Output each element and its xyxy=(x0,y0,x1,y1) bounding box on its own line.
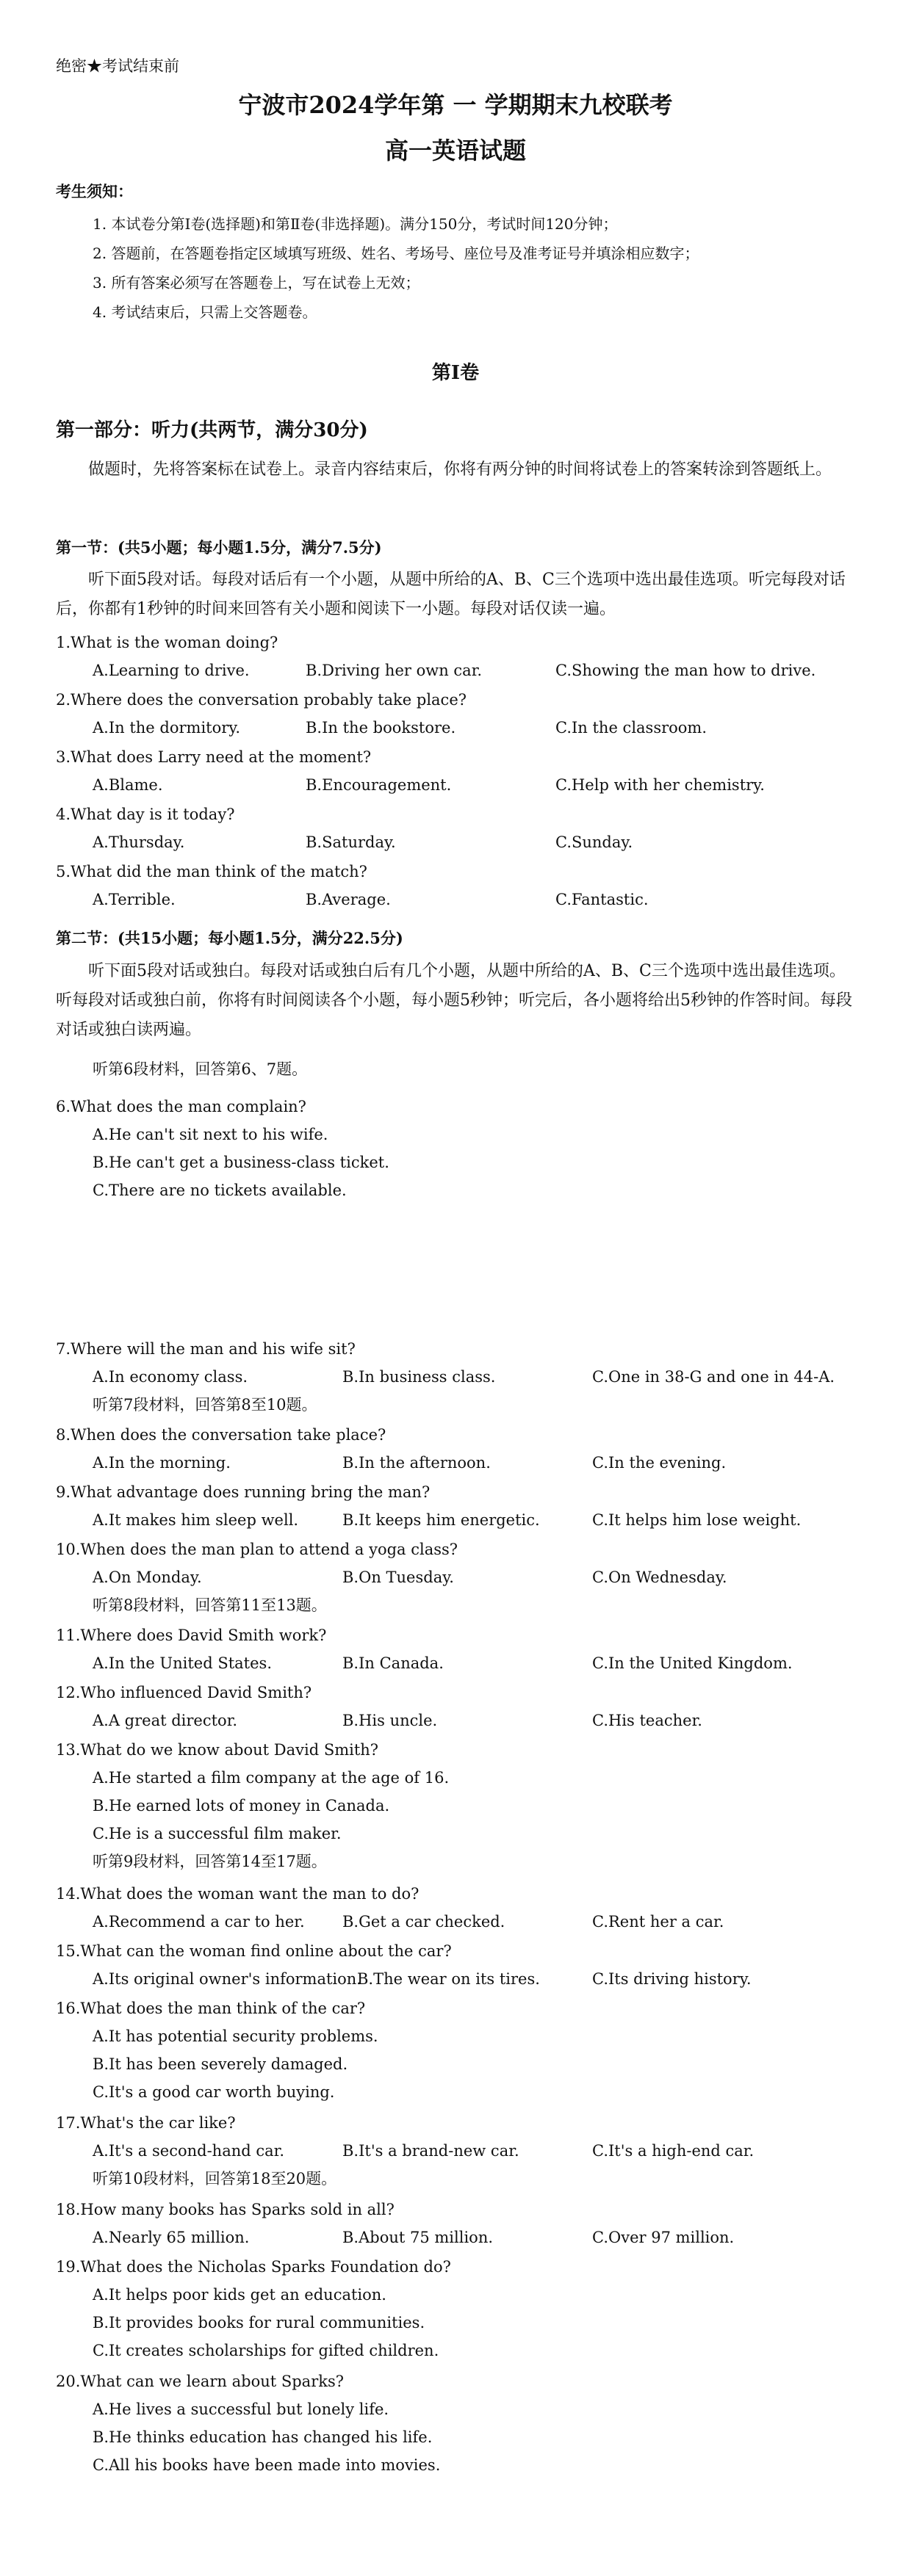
option-a: A.It's a second-hand car. xyxy=(93,2142,285,2160)
option-a: A.Blame. xyxy=(93,776,163,794)
option-b: B.His uncle. xyxy=(342,1712,438,1729)
option-a: A.On Monday. xyxy=(93,1569,202,1586)
question-stem: 17.What's the car like? xyxy=(56,2114,236,2132)
option-b: B.Average. xyxy=(306,891,391,908)
option-b: B.In business class. xyxy=(342,1368,496,1386)
option-c: C.On Wednesday. xyxy=(592,1569,727,1586)
option-a: A.He lives a successful but lonely life. xyxy=(93,2400,389,2418)
exam-title: 宁波市2024学年第 一 学期期末九校联考 xyxy=(238,91,673,119)
question-16 xyxy=(56,1994,864,2106)
option-a: A.He can't sit next to his wife. xyxy=(93,1126,328,1143)
question-stem: 9.What advantage does running bring the man? xyxy=(56,1483,431,1501)
option-b: B.He thinks education has changed his life. xyxy=(93,2428,433,2446)
material-cue: 听第8段材料，回答第11至13题。 xyxy=(93,1596,327,1614)
question-17 xyxy=(56,2109,864,2193)
option-a: A.In the dormitory. xyxy=(93,719,241,737)
material-cue: 听第9段材料，回答第14至17题。 xyxy=(93,1853,327,1870)
question-18 xyxy=(56,2196,864,2251)
option-b: B.Encouragement. xyxy=(306,776,452,794)
notice-item: 4. 考试结束后，只需上交答题卷。 xyxy=(93,303,317,321)
question-stem: 5.What did the man think of the match? xyxy=(56,863,367,880)
question-stem: 1.What is the woman doing? xyxy=(56,634,278,651)
material-cue: 听第7段材料，回答第8至10题。 xyxy=(93,1396,317,1414)
question-13 xyxy=(56,1736,864,1875)
notice-item: 3. 所有答案必须写在答题卷上，写在试卷上无效； xyxy=(93,274,420,292)
option-a: A.Its original owner's information. xyxy=(93,1970,361,1988)
option-a: A.Nearly 65 million. xyxy=(93,2229,250,2246)
option-c: C.It creates scholarships for gifted children. xyxy=(93,2342,439,2359)
option-c: C.All his books have been made into movies. xyxy=(93,2456,441,2474)
option-a: A.It has potential security problems. xyxy=(93,2027,378,2045)
notice-list xyxy=(93,209,699,327)
question-14 xyxy=(56,1880,864,1936)
question-stem: 3.What does Larry need at the moment? xyxy=(56,748,372,766)
option-c: C.It helps him lose weight. xyxy=(592,1511,802,1529)
question-stem: 8.When does the conversation take place? xyxy=(56,1426,386,1444)
section2-heading: 第二节：(共15小题；每小题1.5分，满分22.5分) xyxy=(56,929,403,947)
question-stem: 18.How many books has Sparks sold in all? xyxy=(56,2201,395,2218)
question-1 xyxy=(56,629,864,684)
question-10 xyxy=(56,1535,864,1619)
option-c: C.Sunday. xyxy=(555,833,633,851)
option-c: C.One in 38-G and one in 44-A. xyxy=(592,1368,835,1386)
question-19 xyxy=(56,2253,864,2365)
notice-heading: 考生须知： xyxy=(56,182,133,200)
question-15 xyxy=(56,1937,864,1993)
exam-subtitle: 高一英语试题 xyxy=(384,137,526,164)
option-b: B.On Tuesday. xyxy=(342,1569,454,1586)
option-b: B.The wear on its tires. xyxy=(357,1970,540,1988)
option-b: B.Saturday. xyxy=(306,833,396,851)
question-stem: 14.What does the woman want the man to do? xyxy=(56,1885,420,1903)
question-4 xyxy=(56,800,864,856)
question-stem: 12.Who influenced David Smith? xyxy=(56,1684,312,1701)
option-b: B.In the afternoon. xyxy=(342,1454,491,1472)
question-stem: 4.What day is it today? xyxy=(56,806,235,823)
question-stem: 11.Where does David Smith work? xyxy=(56,1627,327,1644)
part1-description: 做题时，先将答案标在试卷上。录音内容结束后，你将有两分钟的时间将试卷上的答案转涂到答题纸上。 xyxy=(88,460,832,479)
secret-label: 绝密★考试结束前 xyxy=(56,57,179,75)
option-c: C.Help with her chemistry. xyxy=(555,776,765,794)
question-11 xyxy=(56,1621,864,1677)
option-c: C.Showing the man how to drive. xyxy=(555,662,816,679)
question-stem: 15.What can the woman find online about the car? xyxy=(56,1942,452,1960)
question-8 xyxy=(56,1421,864,1477)
option-a: A.Terrible. xyxy=(93,891,176,908)
option-b: B.Driving her own car. xyxy=(306,662,483,679)
option-c: C.Fantastic. xyxy=(555,891,649,908)
option-a: A.In economy class. xyxy=(93,1368,248,1386)
question-5 xyxy=(56,858,864,913)
option-b: B.He earned lots of money in Canada. xyxy=(93,1797,390,1815)
question-20 xyxy=(56,2367,864,2479)
option-c: C.Over 97 million. xyxy=(592,2229,735,2246)
section2-description: 听下面5段对话或独白。每段对话或独白后有几个小题，从题中所给的A、B、C三个选项中选出最佳选项。听每段对话或独白前，你将有时间阅读各个小题，每小题5秒钟；听完后，各小题将给出5秒钟的作答时间。每段对话或独白读两遍。 xyxy=(56,962,852,1039)
option-a: A.Thursday. xyxy=(93,833,185,851)
option-b: B.He can't get a business-class ticket. xyxy=(93,1154,389,1171)
option-a: A.In the United States. xyxy=(93,1654,272,1672)
material-cue: 听第10段材料，回答第18至20题。 xyxy=(93,2170,337,2188)
option-c: C.It's a good car worth buying. xyxy=(93,2083,335,2101)
option-c: C.It's a high-end car. xyxy=(592,2142,755,2160)
option-c: C.Its driving history. xyxy=(592,1970,752,1988)
option-a: A.He started a film company at the age of 16. xyxy=(93,1769,450,1787)
option-c: C.His teacher. xyxy=(592,1712,702,1729)
option-c: C.In the classroom. xyxy=(555,719,707,737)
option-a: A.In the morning. xyxy=(93,1454,231,1472)
question-3 xyxy=(56,743,864,799)
option-c: C.In the evening. xyxy=(592,1454,727,1472)
part1-heading: 第一部分：听力(共两节，满分30分) xyxy=(56,419,368,441)
option-a: A.It helps poor kids get an education. xyxy=(93,2286,386,2304)
volume-heading: 第Ⅰ卷 xyxy=(431,362,480,384)
option-b: B.It keeps him energetic. xyxy=(342,1511,540,1529)
option-c: C.Rent her a car. xyxy=(592,1913,724,1931)
option-a: A.A great director. xyxy=(93,1712,238,1729)
question-stem: 2.Where does the conversation probably take place? xyxy=(56,691,467,709)
material-cue: 听第6段材料，回答第6、7题。 xyxy=(93,1060,308,1078)
option-a: A.Recommend a car to her. xyxy=(93,1913,305,1931)
question-2 xyxy=(56,686,864,742)
question-stem: 7.Where will the man and his wife sit? xyxy=(56,1340,356,1358)
question-stem: 16.What does the man think of the car? xyxy=(56,2000,366,2017)
option-b: B.It's a brand-new car. xyxy=(342,2142,519,2160)
option-b: B.It has been severely damaged. xyxy=(93,2055,348,2073)
question-9 xyxy=(56,1478,864,1534)
option-c: C.In the United Kingdom. xyxy=(592,1654,793,1672)
question-stem: 19.What does the Nicholas Sparks Foundation do? xyxy=(56,2258,451,2276)
option-b: B.In the bookstore. xyxy=(306,719,456,737)
option-a: A.Learning to drive. xyxy=(93,662,250,679)
section1-description: 听下面5段对话。每段对话后有一个小题，从题中所给的A、B、C三个选项中选出最佳选项。听完每段对话后，你都有1秒钟的时间来回答有关小题和阅读下一小题。每段对话仅读一遍。 xyxy=(56,571,846,618)
question-7 xyxy=(56,1335,864,1419)
question-stem: 20.What can we learn about Sparks? xyxy=(56,2373,344,2390)
notice-item: 2. 答题前，在答题卷指定区域填写班级、姓名、考场号、座位号及准考证号并填涂相应数字； xyxy=(93,245,699,262)
question-stem: 6.What does the man complain? xyxy=(56,1098,306,1115)
question-stem: 13.What do we know about David Smith? xyxy=(56,1741,379,1759)
option-b: B.In Canada. xyxy=(342,1654,444,1672)
option-c: C.He is a successful film maker. xyxy=(93,1825,342,1842)
question-stem: 10.When does the man plan to attend a yoga class? xyxy=(56,1541,458,1558)
question-12 xyxy=(56,1679,864,1734)
question-6 xyxy=(56,1093,864,1204)
option-b: B.It provides books for rural communities. xyxy=(93,2314,425,2331)
option-c: C.There are no tickets available. xyxy=(93,1182,347,1199)
notice-item: 1. 本试卷分第Ⅰ卷(选择题)和第Ⅱ卷(非选择题)。满分150分，考试时间120分钟； xyxy=(93,215,618,233)
option-b: B.About 75 million. xyxy=(342,2229,494,2246)
section1-heading: 第一节：(共5小题；每小题1.5分，满分7.5分) xyxy=(56,538,382,557)
option-a: A.It makes him sleep well. xyxy=(93,1511,299,1529)
option-b: B.Get a car checked. xyxy=(342,1913,505,1931)
